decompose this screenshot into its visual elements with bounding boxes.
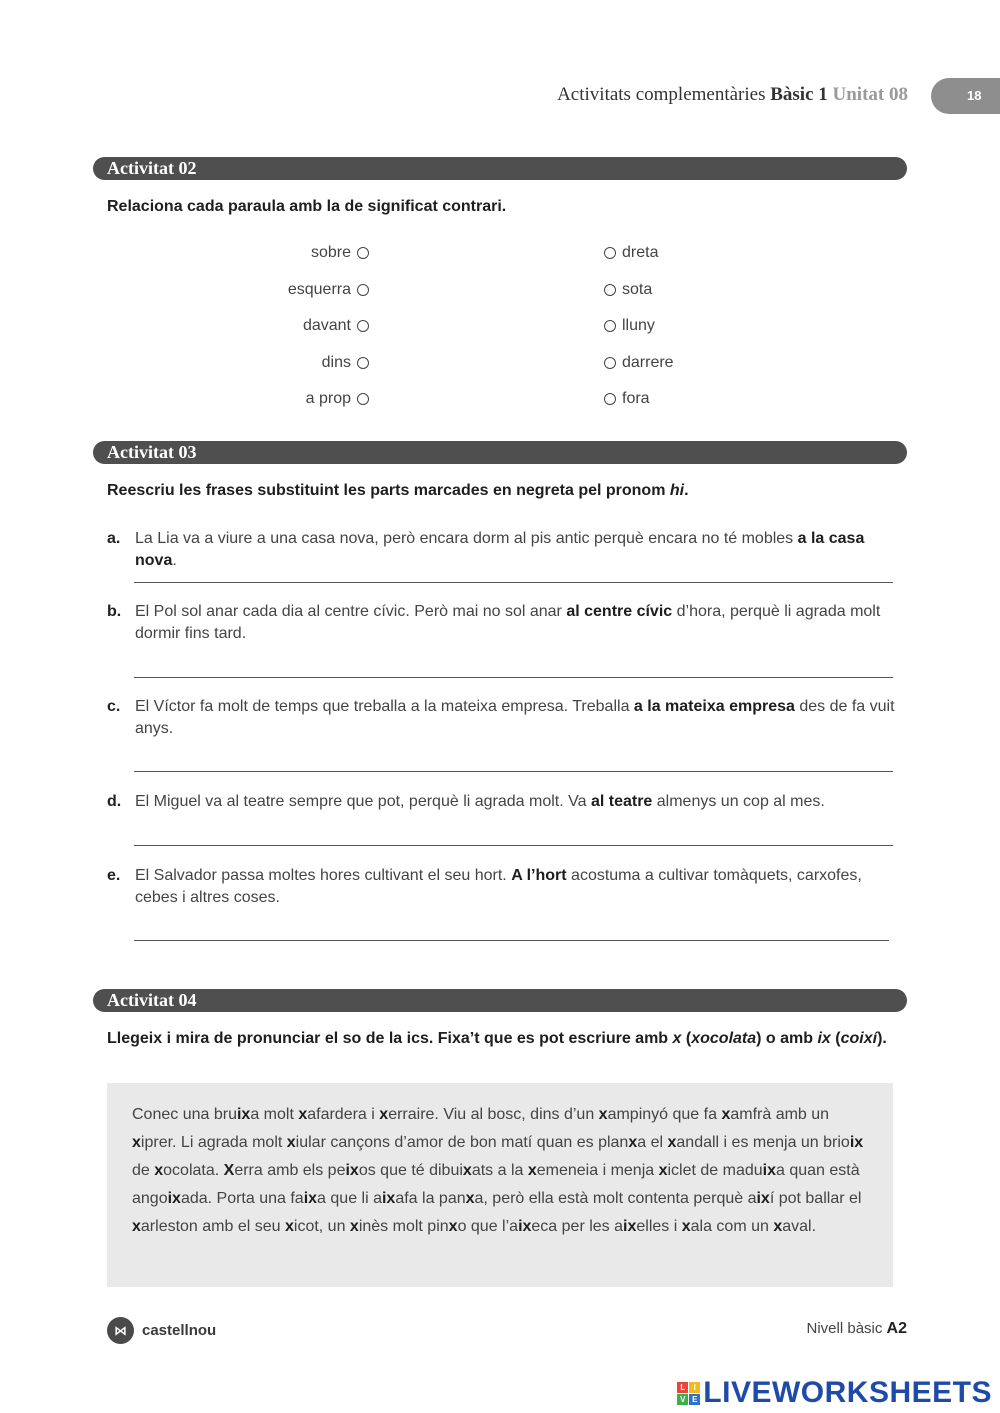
reading-segment: a, però ella està molt contenta perquè a [474,1190,757,1207]
instruction-emphasis: xocolata [691,1030,757,1047]
watermark-icon-tile: I [689,1382,700,1393]
watermark-text: LIVEWORKSHEETS [703,1376,992,1409]
match-left-dot[interactable] [357,284,369,296]
reading-segment: ampinyó que fa [607,1106,722,1123]
item-text-plain: des de fa vuit anys. [135,698,895,737]
activity-02-instruction: Relaciona cada paraula amb la de significat contrari. [107,198,507,215]
match-left-item[interactable] [322,353,369,373]
item-text [135,791,897,813]
level-label: Nivell bàsic [806,1320,883,1337]
answer-line[interactable] [134,940,889,941]
reading-highlight: x [379,1106,389,1123]
reading-highlight: x [286,1134,296,1151]
reading-segment: iular cançons d’amor de bon matí quan es plan [295,1134,629,1151]
reading-highlight: ix [167,1190,181,1207]
match-left-item[interactable] [288,280,369,300]
instruction-text: Reescriu les frases substituint les parts marcades en negreta pel pronom [107,482,670,499]
reading-highlight: x [465,1190,475,1207]
match-left-item[interactable] [303,316,369,336]
answer-line[interactable] [134,771,893,772]
activity-04-instruction [107,1028,897,1049]
match-right-word: lluny [622,317,655,334]
match-right-word: dreta [622,244,659,261]
reading-segment: de [132,1162,155,1179]
reading-highlight: x [667,1134,677,1151]
reading-segment: a molt [250,1106,299,1123]
reading-highlight: x [721,1106,731,1123]
match-left-word: esquerra [287,281,351,298]
match-right-item[interactable] [604,280,652,300]
match-right-word: fora [622,390,650,407]
instruction-text: Llegeix i mira de pronunciar el so de la ics. Fixa’t que es pot escriure amb [107,1030,673,1047]
activity-03-bar [93,441,907,464]
item-text-bold: a la mateixa empresa [633,698,795,715]
liveworksheets-watermark [677,1378,992,1408]
match-left-word: sobre [310,244,351,261]
item-letter: d. [107,793,122,810]
reading-segment: os que té dibui [358,1162,463,1179]
item-text-bold: A l’hort [511,867,567,884]
reading-segment: a que li a [317,1190,382,1207]
activity-04-bar [93,989,907,1012]
match-right-word: darrere [622,354,674,371]
match-row [0,353,1000,375]
watermark-icon-tile: L [677,1382,688,1393]
item-letter: b. [107,603,122,620]
instruction-emphasis: coixí [840,1030,878,1047]
header-level: Bàsic 1 [770,84,828,105]
sentence-item [107,696,897,740]
reading-highlight: ix [756,1190,770,1207]
reading-segment: eca per les a [531,1218,624,1235]
match-row [0,243,1000,265]
instruction-text: ). [877,1030,887,1047]
match-row [0,389,1000,411]
match-right-item[interactable] [604,389,650,409]
answer-line[interactable] [134,677,893,678]
answer-line[interactable] [134,582,893,583]
match-left-dot[interactable] [357,393,369,405]
publisher-name: castellnou [142,1322,217,1339]
match-left-word: a prop [305,390,351,407]
instruction-text: ) o amb [756,1030,818,1047]
reading-highlight: x [527,1162,537,1179]
reading-highlight: ix [303,1190,318,1207]
answer-line[interactable] [134,845,893,846]
reading-highlight: x [598,1106,608,1123]
reading-highlight: x [298,1106,308,1123]
reading-highlight: x [462,1162,472,1179]
reading-segment: andall i es menja un brio [676,1134,850,1151]
activity-04-title: Activitat 04 [107,990,197,1010]
sentence-item [107,528,897,572]
item-text [135,528,897,572]
reading-segment: ada. Porta una fa [180,1190,304,1207]
reading-passage [107,1083,893,1287]
item-text-plain: La Lia va a viure a una casa nova, però encara dorm al pis antic perquè encara no té mobles [135,530,798,547]
reading-highlight: X [223,1162,235,1179]
item-text-plain: d’hora, perquè li agrada molt dormir fins tard. [135,603,881,642]
item-letter: e. [107,867,121,884]
item-text-bold: al teatre [590,793,653,810]
reading-highlight: ix [762,1162,777,1179]
reading-highlight: x [448,1218,458,1235]
item-text-plain: El Víctor fa molt de temps que treballa a la mateixa empresa. Treballa [135,698,634,715]
item-text-plain: . [172,552,177,569]
reading-segment: iprer. Li agrada molt [140,1134,287,1151]
page-number: 18 [931,78,1000,114]
header-unit: Unitat 08 [832,84,908,105]
header-series: Activitats complementàries [557,84,766,105]
reading-segment: amfrà amb un [730,1106,830,1123]
match-row [0,316,1000,338]
item-text-plain: El Pol sol anar cada dia al centre cívic. Però mai no sol anar [135,603,567,620]
match-left-item[interactable] [306,389,369,409]
match-right-item[interactable] [604,353,674,373]
reading-segment: icot, un [293,1218,350,1235]
match-row [0,280,1000,302]
item-letter: a. [107,530,121,547]
match-left-word: dins [321,354,351,371]
reading-segment: afa la pan [395,1190,466,1207]
reading-highlight: x [284,1218,294,1235]
item-letter: c. [107,698,121,715]
reading-highlight: ix [849,1134,864,1151]
item-text [135,601,897,645]
liveworksheets-icon [677,1382,700,1405]
reading-highlight: x [773,1218,783,1235]
item-text-bold: al centre cívic [566,603,673,620]
reading-segment: a el [637,1134,668,1151]
match-left-item[interactable] [311,243,369,263]
match-right-item[interactable] [604,316,655,336]
reading-highlight: x [349,1218,359,1235]
match-right-dot[interactable] [604,284,616,296]
reading-segment: iclet de madu [667,1162,763,1179]
castellnou-logo-icon: ⋈ [107,1317,134,1344]
reading-highlight: x [681,1218,691,1235]
item-text-plain: El Salvador passa moltes hores cultivant el seu hort. [135,867,512,884]
instruction-text: ( [681,1030,692,1047]
reading-segment: elles i [636,1218,682,1235]
activity-02-bar [93,157,907,180]
item-text [135,865,897,909]
match-left-word: davant [302,317,351,334]
watermark-icon-tile: E [689,1394,700,1405]
reading-segment: Conec una bru [132,1106,237,1123]
reading-text [132,1101,868,1241]
publisher-logo [107,1317,216,1344]
page-header [557,84,908,106]
item-text [135,696,897,740]
item-text-plain: El Miguel va al teatre sempre que pot, perquè li agrada molt. Va [135,793,591,810]
match-right-word: sota [622,281,653,298]
reading-segment: a quan està ango [132,1162,860,1207]
match-left-dot[interactable] [357,247,369,259]
reading-segment: ala com un [690,1218,774,1235]
reading-segment: í pot ballar el [769,1190,862,1207]
instruction-emphasis: hi [669,482,685,499]
reading-highlight: x [628,1134,638,1151]
match-left-dot[interactable] [357,357,369,369]
reading-segment: o que l’a [457,1218,519,1235]
reading-segment: ocolata. [163,1162,224,1179]
match-right-dot[interactable] [604,247,616,259]
reading-highlight: ix [623,1218,637,1235]
match-right-dot[interactable] [604,357,616,369]
activity-02-title: Activitat 02 [107,158,197,178]
sentence-item [107,791,897,813]
reading-segment: ats a la [471,1162,528,1179]
match-right-item[interactable] [604,243,658,263]
instruction-emphasis: x [672,1030,682,1047]
sentence-item [107,601,897,645]
reading-segment: afardera i [307,1106,380,1123]
reading-segment: inès molt pin [358,1218,449,1235]
reading-segment: aval. [782,1218,817,1235]
activity-03-instruction [107,480,689,501]
activity-03-title: Activitat 03 [107,442,197,462]
item-text-plain: almenys un cop al mes. [652,793,825,810]
match-right-dot[interactable] [604,320,616,332]
reading-segment: arleston amb el seu [140,1218,285,1235]
level-indicator [807,1320,907,1338]
reading-highlight: ix [345,1162,359,1179]
item-text-bold: a la casa nova [135,530,865,569]
instruction-emphasis: ix [817,1030,831,1047]
reading-segment: emeneia i menja [536,1162,659,1179]
reading-highlight: x [154,1162,164,1179]
level-code: A2 [886,1320,907,1337]
reading-highlight: ix [518,1218,532,1235]
reading-segment: erraire. Viu al bosc, dins d’un [388,1106,599,1123]
reading-highlight: ix [381,1190,396,1207]
match-right-dot[interactable] [604,393,616,405]
reading-highlight: x [658,1162,668,1179]
reading-segment: erra amb els pe [234,1162,346,1179]
instruction-text: ( [830,1030,841,1047]
sentence-item [107,865,897,909]
reading-highlight: ix [236,1106,251,1123]
item-text-plain: acostuma a cultivar tomàquets, carxofes, cebes i altres coses. [135,867,862,906]
instruction-text: . [684,482,689,499]
match-left-dot[interactable] [357,320,369,332]
reading-highlight: x [132,1134,141,1151]
reading-highlight: x [132,1218,141,1235]
watermark-icon-tile: V [677,1394,688,1405]
